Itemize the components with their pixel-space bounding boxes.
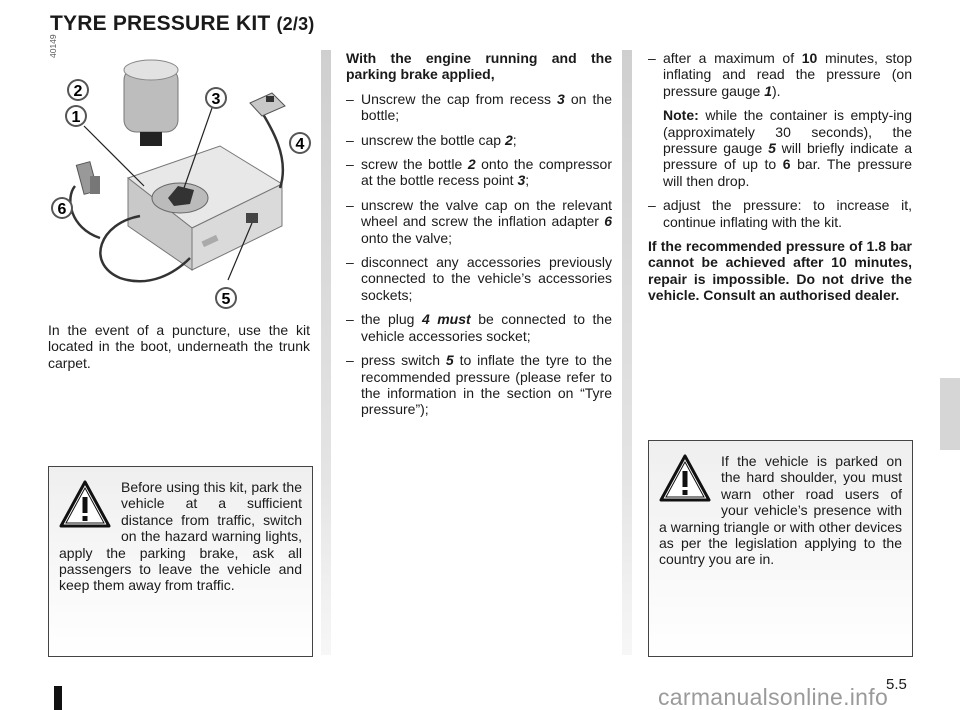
warning-triangle-icon bbox=[59, 479, 111, 529]
title-main: TYRE PRESSURE KIT bbox=[50, 12, 271, 35]
svg-text:4: 4 bbox=[295, 136, 305, 153]
figure-id: 40149 bbox=[48, 34, 58, 58]
compressor-body bbox=[128, 146, 282, 270]
note-label: Note: bbox=[663, 107, 699, 124]
repair-impossible-warning: If the recommended pressure of 1.8 bar cannot be achieved after 10 minutes, repair is impossible. Do not drive the vehicle. Consult an authorised dealer. bbox=[648, 238, 912, 304]
column-divider-right bbox=[622, 50, 632, 655]
step-5: – disconnect any accessories previously connected to the vehicle’s accessories sockets; bbox=[346, 254, 612, 303]
step-3: – screw the bottle 2 onto the compressor at the bottle recess point 3; bbox=[346, 156, 612, 189]
warning-text-left: Before using this kit, park the vehicle at a sufficient distance from traffic, switch on the hazard warning lights, apply the parking brake, ask all passengers to leave the vehicle and keep them away from traffic. bbox=[59, 479, 302, 594]
step-2: – unscrew the bottle cap 2; bbox=[346, 131, 517, 148]
step-1: – Unscrew the cap from recess 3 on the bottle; bbox=[346, 90, 612, 124]
page-number: 5.5 bbox=[886, 676, 907, 693]
column-3 bbox=[648, 50, 912, 312]
callout-3 bbox=[205, 87, 227, 109]
svg-text:5: 5 bbox=[221, 291, 231, 308]
intro-paragraph: In the event of a puncture, use the kit located in the boot, underneath the trunk carpet. bbox=[48, 322, 310, 371]
svg-text:6: 6 bbox=[57, 201, 67, 218]
valve-adapter bbox=[76, 162, 100, 195]
section-tab bbox=[940, 378, 960, 450]
title-sub: (2/3) bbox=[276, 14, 315, 34]
warning-box-right bbox=[648, 440, 913, 657]
warning-triangle-icon bbox=[659, 453, 711, 503]
callout-5 bbox=[215, 287, 237, 309]
watermark: carmanualsonline.info bbox=[658, 684, 889, 710]
column-2 bbox=[346, 50, 612, 426]
step-8: – after a maximum of 10 minutes, stop inflating and read the pressure (on pressure gauge 1). bbox=[648, 50, 913, 99]
instruction-lead: With the engine running and the parking brake applied, bbox=[346, 50, 612, 83]
accessory-plug bbox=[250, 93, 285, 116]
svg-text:2: 2 bbox=[73, 83, 83, 100]
column-divider-left bbox=[321, 50, 331, 655]
step-4: – unscrew the valve cap on the relevant wheel and screw the inflation adapter 6 onto the valve; bbox=[346, 196, 612, 246]
callout-2 bbox=[67, 79, 89, 101]
svg-text:3: 3 bbox=[211, 91, 221, 108]
page-title bbox=[50, 12, 315, 36]
callout-4 bbox=[289, 132, 311, 154]
svg-text:1: 1 bbox=[71, 109, 81, 126]
step-9: – adjust the pressure: to increase it, continue inflating with the kit. bbox=[648, 197, 912, 230]
step-6: – the plug 4 must be connected to the vehicle accessories socket; bbox=[346, 311, 613, 344]
warning-text-right: If the vehicle is parked on the hard shoulder, you must warn other road users of your vehicle’s presence with a warning triangle or with other devices as per the legislation applying to the country you are in. bbox=[659, 453, 902, 568]
sealant-bottle bbox=[124, 60, 178, 146]
column-1 bbox=[48, 322, 310, 379]
warning-box-left bbox=[48, 466, 313, 657]
step-7: – press switch 5 to inflate the tyre to the recommended pressure (please refer to the information in the section on “Tyre pressure”); bbox=[346, 352, 612, 418]
callout-1 bbox=[65, 105, 87, 127]
tyre-kit-illustration bbox=[40, 48, 320, 318]
corner-mark bbox=[54, 686, 62, 710]
callout-6 bbox=[51, 197, 73, 219]
note-paragraph: Note: while the container is empty-ing (approximately 30 seconds), the pressure gauge 5 will briefly indicate a pressure of up to 6 bar. The pressure will then drop. bbox=[663, 107, 912, 189]
